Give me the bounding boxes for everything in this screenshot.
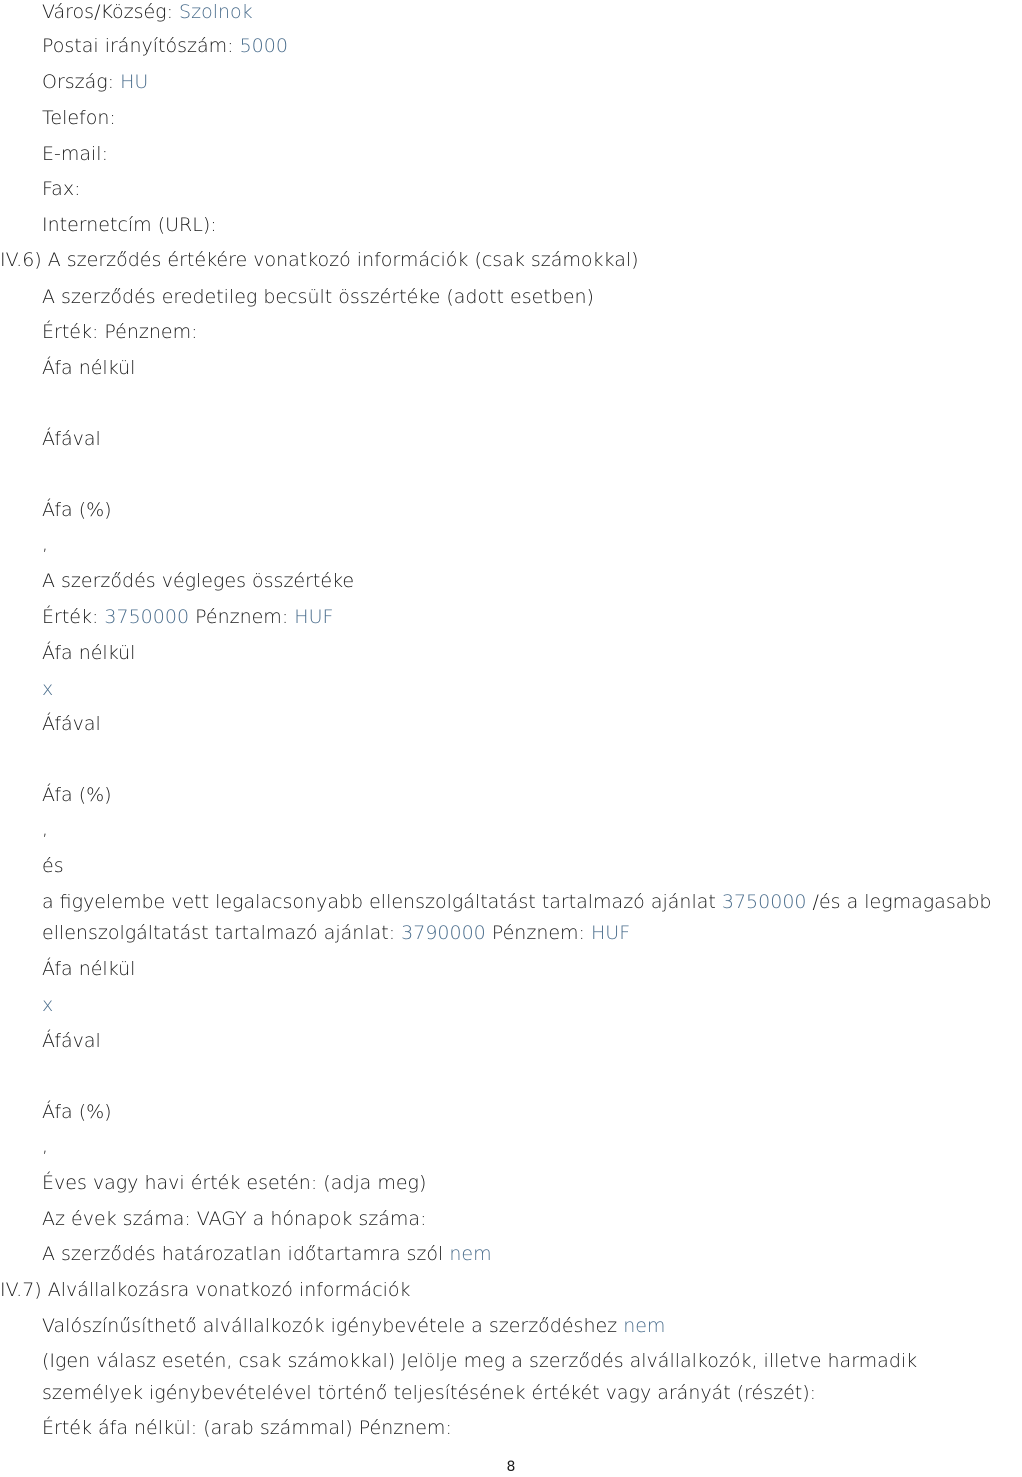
- postal-label: Postai irányítószám:: [42, 35, 234, 57]
- range-currency-label: Pénznem:: [491, 922, 585, 944]
- range-comma: ,: [42, 1135, 49, 1157]
- subcontract-value-line: Érték áfa nélkül: (arab számmal) Pénznem:: [42, 1417, 452, 1439]
- final-x-mark: x: [42, 678, 54, 700]
- indefinite-row: [42, 1242, 492, 1266]
- estimated-comma: ,: [42, 533, 49, 555]
- likely-value: nem: [623, 1315, 666, 1337]
- annual-line: Éves vagy havi érték esetén: (adja meg): [42, 1172, 427, 1194]
- final-value-row: [42, 605, 333, 629]
- indefinite-value: nem: [449, 1243, 492, 1265]
- city-row: [42, 0, 253, 24]
- url-label: Internetcím (URL):: [42, 214, 217, 236]
- city-label: Város/Község:: [42, 1, 173, 23]
- final-comma: ,: [42, 818, 49, 840]
- postal-value: 5000: [239, 35, 288, 57]
- postal-row: [42, 34, 288, 58]
- final-currency-label: Pénznem:: [195, 606, 289, 628]
- instruction-line-2: személyek igénybevételével történő teljesítésének értékét vagy arányát (részét):: [42, 1382, 817, 1404]
- range-row-2: [42, 921, 630, 945]
- final-value: 3750000: [104, 606, 190, 628]
- final-currency: HUF: [294, 606, 334, 628]
- country-label: Ország:: [42, 71, 115, 93]
- section-iv6-heading: IV.6) A szerződés értékére vonatkozó információk (csak számokkal): [0, 249, 639, 271]
- highest-text-2: ellenszolgáltatást tartalmazó ajánlat:: [42, 922, 396, 944]
- years-line: Az évek száma: VAGY a hónapok száma:: [42, 1208, 427, 1230]
- indefinite-label: A szerződés határozatlan időtartamra szól: [42, 1243, 444, 1265]
- section-iv7-heading: IV.7) Alvállalkozásra vonatkozó információk: [0, 1279, 411, 1301]
- final-vat-excl: Áfa nélkül: [42, 642, 136, 664]
- country-value: HU: [120, 71, 149, 93]
- estimated-vat-excl: Áfa nélkül: [42, 357, 136, 379]
- range-vat-pct: Áfa (%): [42, 1101, 112, 1123]
- page-number: 8: [506, 1459, 516, 1475]
- final-vat-pct: Áfa (%): [42, 784, 112, 806]
- estimated-vat-pct: Áfa (%): [42, 499, 112, 521]
- range-x-mark: x: [42, 994, 54, 1016]
- lowest-value: 3750000: [721, 891, 807, 913]
- range-vat-incl: Áfával: [42, 1030, 101, 1052]
- and-label: és: [42, 855, 64, 877]
- likely-label: Valószínűsíthető alvállalkozók igénybevétele a szerződéshez: [42, 1315, 618, 1337]
- highest-text: /és a legmagasabb: [812, 891, 992, 913]
- highest-value: 3790000: [401, 922, 486, 944]
- final-title: A szerződés végleges összértéke: [42, 570, 355, 592]
- country-row: [42, 70, 148, 94]
- phone-label: Telefon:: [42, 107, 116, 129]
- city-value: Szolnok: [179, 1, 253, 23]
- range-vat-excl: Áfa nélkül: [42, 958, 136, 980]
- likely-row: [42, 1314, 665, 1338]
- range-row-1: [42, 890, 992, 914]
- final-vat-incl: Áfával: [42, 713, 101, 735]
- email-label: E-mail:: [42, 143, 108, 165]
- range-currency: HUF: [591, 922, 631, 944]
- estimated-vat-incl: Áfával: [42, 428, 101, 450]
- lowest-text: a figyelembe vett legalacsonyabb ellenszolgáltatást tartalmazó ajánlat: [42, 891, 716, 913]
- estimated-value-line: Érték: Pénznem:: [42, 321, 198, 343]
- final-value-label: Érték:: [42, 606, 99, 628]
- fax-label: Fax:: [42, 178, 81, 200]
- instruction-line-1: (Igen válasz esetén, csak számokkal) Jelölje meg a szerződés alvállalkozók, illetve harmadik: [42, 1350, 918, 1372]
- estimated-title: A szerződés eredetileg becsült összértéke (adott esetben): [42, 286, 594, 308]
